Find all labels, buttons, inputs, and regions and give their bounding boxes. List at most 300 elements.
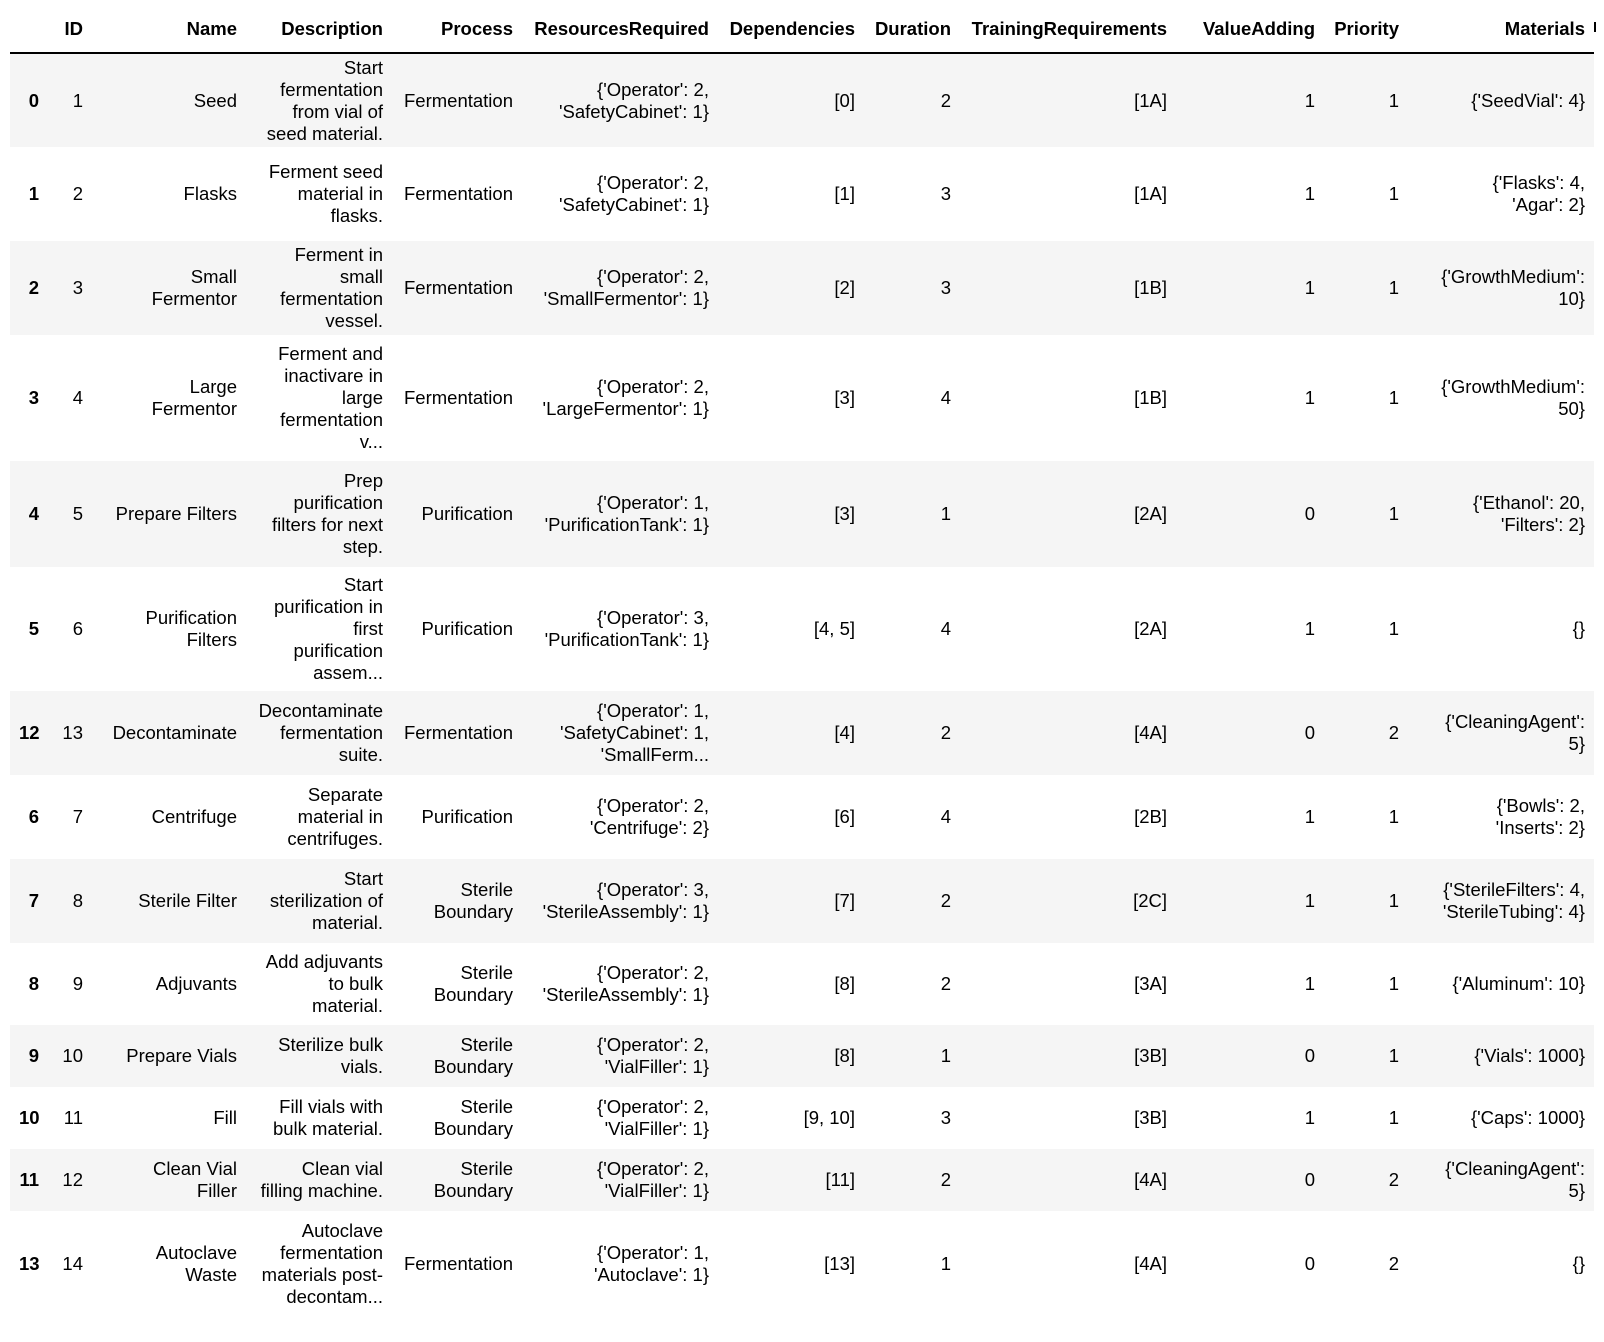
cell-description-line: material. [312, 912, 383, 933]
cell-process [392, 943, 522, 1025]
cell-name [92, 775, 246, 859]
cell-resources-required [522, 1211, 718, 1317]
cell-resources-required-line: 'SterileAssembly': 1} [542, 984, 709, 1005]
cell-description [246, 53, 392, 147]
row-index: 4 [28, 503, 39, 524]
cell-name-line: Fill [213, 1107, 237, 1128]
cell-resources-required [522, 859, 718, 943]
cell-description-line: Clean vial [301, 1158, 383, 1179]
cell-resources-required-line: {'Operator': 3, [597, 879, 709, 900]
cell-name [92, 691, 246, 775]
cell-materials [1408, 1087, 1594, 1149]
cell-description-line: fermentation [280, 409, 383, 430]
cell-id: 14 [62, 1253, 83, 1274]
cell-description-line: Start [343, 56, 383, 78]
cell-priority: 2 [1388, 1253, 1399, 1274]
cell-process-line: Sterile [460, 1034, 513, 1055]
cell-materials [1408, 241, 1594, 335]
cell-description [246, 461, 392, 567]
cell-priority: 1 [1388, 1107, 1399, 1128]
cell-process-line: Fermentation [404, 183, 513, 204]
cell-value-adding: 0 [1304, 1169, 1315, 1190]
cell-dependencies: [1] [834, 183, 855, 204]
cell-description-line: material. [312, 995, 383, 1016]
cell-resources-required-line: 'SterileAssembly': 1} [542, 901, 709, 922]
cell-process-line: Sterile [460, 962, 513, 983]
cell-description [246, 943, 392, 1025]
cell-resources-required-line: 'PurificationTank': 1} [544, 514, 709, 535]
cell-id: 3 [72, 277, 83, 298]
cell-priority: 1 [1388, 183, 1399, 204]
cell-description-line: Sterilize bulk [278, 1034, 383, 1055]
cell-priority: 1 [1388, 890, 1399, 911]
cell-name-line: Waste [185, 1264, 237, 1285]
cell-dependencies: [11] [825, 1169, 855, 1190]
cell-id: 7 [72, 806, 83, 827]
table-row [10, 943, 1594, 1025]
cell-process [392, 1211, 522, 1317]
cell-name-line: Fermentor [151, 288, 237, 309]
cell-description-line: seed material. [266, 122, 383, 144]
cell-name [92, 1211, 246, 1317]
cell-process-line: Boundary [433, 901, 513, 922]
cell-materials-line: {'GrowthMedium': [1441, 266, 1585, 287]
cell-name [92, 335, 246, 461]
row-index: 13 [19, 1253, 40, 1274]
cell-process [392, 241, 522, 335]
cell-materials-line: {'Flasks': 4, [1492, 172, 1585, 193]
cell-dependencies: [9, 10] [803, 1107, 855, 1128]
cell-priority: 1 [1388, 618, 1399, 639]
cell-materials-line: {'SeedVial': 4} [1471, 89, 1585, 111]
cell-resources-required [522, 241, 718, 335]
cell-training-requirements: [1B] [1134, 277, 1167, 298]
cell-name [92, 1025, 246, 1087]
column-process-header: Process [392, 14, 522, 53]
cell-materials-line: {'Bowls': 2, [1496, 795, 1585, 816]
row-index: 9 [28, 1045, 39, 1066]
cell-process [392, 1025, 522, 1087]
cell-name-line: Prepare Filters [115, 503, 237, 524]
cell-priority: 1 [1388, 387, 1399, 408]
cell-description-line: filters for next [271, 514, 383, 535]
cell-process [392, 567, 522, 691]
cell-description-line: Fill vials with [279, 1096, 383, 1117]
cell-resources-required-line: 'VialFiller': 1} [604, 1180, 709, 1201]
cell-process-line: Fermentation [404, 387, 513, 408]
cell-training-requirements: [3A] [1134, 973, 1167, 994]
cell-description-line: inactivare in [284, 365, 383, 386]
cell-id: 8 [72, 890, 83, 911]
cell-process [392, 1087, 522, 1149]
cell-process-line: Boundary [433, 1180, 513, 1201]
table-row [10, 241, 1594, 335]
row-index: 5 [28, 618, 39, 639]
cell-process [392, 147, 522, 241]
cell-resources-required-line: {'Operator': 3, [597, 607, 709, 628]
table-row [10, 147, 1594, 241]
cell-name [92, 1087, 246, 1149]
cell-process-line: Sterile [460, 879, 513, 900]
cell-resources-required-line: 'VialFiller': 1} [604, 1056, 709, 1077]
cell-resources-required-line: {'Operator': 2, [597, 266, 709, 287]
table-row [10, 53, 1594, 147]
cell-process-line: Sterile [460, 1096, 513, 1117]
cell-resources-required-line: {'Operator': 2, [597, 962, 709, 983]
cell-name-line: Prepare Vials [126, 1045, 237, 1066]
cell-process-line: Boundary [433, 1056, 513, 1077]
cell-name-line: Seed [193, 89, 237, 111]
column-description-header: Description [246, 14, 392, 53]
cell-materials-line: 'Inserts': 2} [1495, 817, 1585, 838]
cell-resources-required-line: {'Operator': 2, [597, 1034, 709, 1055]
table-header [10, 14, 1594, 53]
cell-id: 13 [62, 722, 83, 743]
cell-materials [1408, 691, 1594, 775]
cell-process-line: Fermentation [404, 89, 513, 111]
row-index: 10 [19, 1107, 40, 1128]
cell-resources-required-line: {'Operator': 2, [597, 795, 709, 816]
cell-description-line: purification [293, 492, 383, 513]
cell-training-requirements: [2C] [1133, 890, 1167, 911]
cell-resources-required-line: 'SafetyCabinet': 1} [558, 194, 709, 215]
cell-resources-required [522, 1149, 718, 1211]
cell-id: 5 [72, 503, 83, 524]
cell-resources-required [522, 1025, 718, 1087]
cell-resources-required [522, 1087, 718, 1149]
row-index: 2 [28, 277, 39, 298]
cell-description [246, 1025, 392, 1087]
table-row [10, 1087, 1594, 1149]
cell-name-line: Adjuvants [155, 973, 237, 994]
cell-process-line: Purification [421, 618, 513, 639]
cell-description-line: step. [342, 536, 383, 557]
cell-resources-required-line: {'Operator': 1, [597, 700, 709, 721]
cell-process-line: Boundary [433, 984, 513, 1005]
cell-description-line: first [353, 618, 383, 639]
cell-description-line: Start [343, 574, 383, 595]
cell-name-line: Small [190, 266, 237, 287]
cell-name [92, 943, 246, 1025]
cell-process [392, 53, 522, 147]
cell-description-line: sterilization of [269, 890, 383, 911]
cell-description-line: Add adjuvants [265, 951, 383, 972]
table-row [10, 335, 1594, 461]
cell-materials [1408, 461, 1594, 567]
cell-dependencies: [0] [834, 89, 855, 111]
cell-materials-line: {'Vials': 1000} [1474, 1045, 1585, 1066]
cell-resources-required [522, 775, 718, 859]
row-index: 11 [19, 1169, 39, 1190]
cell-id: 2 [72, 183, 83, 204]
cell-dependencies: [6] [834, 806, 855, 827]
cell-materials [1408, 1149, 1594, 1211]
cell-process [392, 461, 522, 567]
cell-materials-line: {'Ethanol': 20, [1473, 492, 1585, 513]
cell-value-adding: 1 [1304, 1107, 1315, 1128]
cell-description [246, 147, 392, 241]
cell-priority: 1 [1388, 89, 1399, 111]
cell-materials [1408, 147, 1594, 241]
cell-value-adding: 1 [1304, 973, 1315, 994]
cell-resources-required-line: {'Operator': 2, [597, 1096, 709, 1117]
cell-materials [1408, 567, 1594, 691]
cell-process-line: Purification [421, 806, 513, 827]
cell-process-line: Boundary [433, 1118, 513, 1139]
cell-priority: 1 [1388, 277, 1399, 298]
cell-description [246, 775, 392, 859]
cell-description-line: v... [359, 431, 383, 452]
cell-description [246, 567, 392, 691]
cell-process-line: Sterile [460, 1158, 513, 1179]
cell-name-line: Sterile Filter [138, 890, 237, 911]
cell-training-requirements: [2B] [1134, 806, 1167, 827]
cell-duration: 4 [940, 806, 951, 827]
cell-name [92, 567, 246, 691]
cell-description-line: Ferment and [278, 343, 383, 364]
cell-dependencies: [2] [834, 277, 855, 298]
cell-process-line: Fermentation [404, 722, 513, 743]
cell-description-line: material in [297, 806, 383, 827]
cell-value-adding: 0 [1304, 722, 1315, 743]
table-row [10, 691, 1594, 775]
cell-description-line: fermentation [280, 78, 383, 100]
cell-name [92, 859, 246, 943]
cell-description-line: Start [343, 868, 383, 889]
cell-resources-required-line: 'Autoclave': 1} [593, 1264, 709, 1285]
cell-materials [1408, 859, 1594, 943]
cell-materials-line: {'Caps': 1000} [1470, 1107, 1585, 1128]
table-row [10, 1149, 1594, 1211]
column-priority-header: Priority [1324, 14, 1408, 53]
cell-process [392, 691, 522, 775]
cell-resources-required-line: {'Operator': 1, [597, 1242, 709, 1263]
cell-description-line: decontam... [286, 1286, 383, 1307]
cell-description [246, 241, 392, 335]
cell-dependencies: [13] [824, 1253, 855, 1274]
cell-value-adding: 1 [1304, 890, 1315, 911]
cell-duration: 1 [940, 1253, 951, 1274]
cell-id: 11 [63, 1107, 83, 1128]
table-row [10, 775, 1594, 859]
cell-description-line: flasks. [330, 205, 383, 226]
cell-name-line: Purification [145, 607, 237, 628]
cell-priority: 2 [1388, 722, 1399, 743]
cell-resources-required-line: {'Operator': 1, [597, 492, 709, 513]
cell-resources-required-line: {'Operator': 2, [597, 1158, 709, 1179]
cell-duration: 2 [940, 1169, 951, 1190]
cell-materials [1408, 943, 1594, 1025]
cell-materials [1408, 775, 1594, 859]
cell-training-requirements: [4A] [1134, 722, 1167, 743]
cell-name [92, 147, 246, 241]
cell-name-line: Fermentor [151, 398, 237, 419]
cell-value-adding: 1 [1304, 277, 1315, 298]
cell-resources-required-line: 'SmallFermentor': 1} [543, 288, 709, 309]
cell-materials [1408, 53, 1594, 147]
cell-description [246, 859, 392, 943]
dataframe-table [10, 14, 1594, 1317]
cell-priority: 1 [1388, 503, 1399, 524]
cell-name-line: Centrifuge [151, 806, 237, 827]
column-dependencies-header: Dependencies [718, 14, 864, 53]
cell-training-requirements: [3B] [1134, 1107, 1167, 1128]
cell-duration: 2 [940, 890, 951, 911]
table-row [10, 1211, 1594, 1317]
cell-description-line: purification [293, 640, 383, 661]
cell-name-line: Filler [196, 1180, 237, 1201]
cell-resources-required-line: {'Operator': 2, [597, 78, 709, 100]
cell-value-adding: 1 [1304, 806, 1315, 827]
cell-value-adding: 1 [1304, 387, 1315, 408]
cell-duration: 3 [940, 277, 951, 298]
cell-materials-line: 'Agar': 2} [1512, 194, 1585, 215]
cell-materials [1408, 335, 1594, 461]
row-index: 0 [28, 89, 39, 111]
row-index: 8 [28, 973, 39, 994]
cell-materials-line: {'GrowthMedium': [1441, 376, 1585, 397]
cell-resources-required-line: {'Operator': 2, [597, 172, 709, 193]
cell-description [246, 1087, 392, 1149]
cell-materials-line: 5} [1568, 733, 1585, 754]
cell-priority: 1 [1388, 1045, 1399, 1066]
cell-duration: 2 [940, 89, 951, 111]
cell-process-line: Purification [421, 503, 513, 524]
cell-duration: 4 [940, 387, 951, 408]
cell-training-requirements: [1A] [1134, 183, 1167, 204]
column-index-header [10, 14, 48, 53]
cell-name-line: Flasks [183, 183, 237, 204]
cell-value-adding: 0 [1304, 1253, 1315, 1274]
cell-description-line: from vial of [292, 100, 383, 122]
cell-name-line: Clean Vial [153, 1158, 237, 1179]
cell-priority: 2 [1388, 1169, 1399, 1190]
cell-description-line: Ferment seed [268, 161, 383, 182]
cell-description-line: to bulk [328, 973, 383, 994]
cell-description-line: Separate [307, 784, 383, 805]
cell-description-line: purification in [273, 596, 383, 617]
cell-name [92, 241, 246, 335]
cell-description-line: fermentation [280, 1242, 383, 1263]
cell-resources-required-line: 'VialFiller': 1} [604, 1118, 709, 1139]
cell-id: 4 [72, 387, 83, 408]
cell-materials-line: 'SterileTubing': 4} [1442, 901, 1585, 922]
cell-process-line: Fermentation [404, 1253, 513, 1274]
cell-duration: 2 [940, 973, 951, 994]
cell-value-adding: 0 [1304, 1045, 1315, 1066]
cell-duration: 1 [940, 503, 951, 524]
cell-dependencies: [3] [834, 503, 855, 524]
cell-name-line: Autoclave [155, 1242, 237, 1263]
cell-description-line: vials. [340, 1056, 383, 1077]
cell-description-line: Decontaminate [258, 700, 383, 721]
cell-description-line: material in [297, 183, 383, 204]
cell-resources-required-line: 'Centrifuge': 2} [589, 817, 709, 838]
cell-resources-required [522, 147, 718, 241]
table-row [10, 1025, 1594, 1087]
cell-resources-required [522, 691, 718, 775]
cell-name-line: Filters [186, 629, 237, 650]
cell-dependencies: [3] [834, 387, 855, 408]
row-index: 7 [28, 890, 39, 911]
cell-dependencies: [8] [834, 973, 855, 994]
row-index: 3 [28, 387, 39, 408]
column-training-header: TrainingRequirements [960, 14, 1176, 53]
cell-name [92, 53, 246, 147]
table-row [10, 567, 1594, 691]
cell-description-line: filling machine. [260, 1180, 383, 1201]
cell-description-line: Ferment in [294, 244, 383, 265]
cell-description-line: small [339, 266, 383, 287]
cell-description-line: Autoclave [301, 1220, 383, 1241]
cell-resources-required-line: 'LargeFermentor': 1} [542, 398, 709, 419]
cell-id: 9 [72, 973, 83, 994]
cell-description-line: fermentation [280, 288, 383, 309]
cell-dependencies: [8] [834, 1045, 855, 1066]
cell-value-adding: 1 [1304, 183, 1315, 204]
column-duration-header: Duration [864, 14, 960, 53]
cell-duration: 3 [940, 183, 951, 204]
cell-resources-required-line: {'Operator': 2, [597, 376, 709, 397]
cell-resources-required [522, 335, 718, 461]
cell-duration: 3 [940, 1107, 951, 1128]
cell-resources-required-line: 'SafetyCabinet': 1, [560, 722, 709, 743]
cell-training-requirements: [3B] [1134, 1045, 1167, 1066]
cell-name [92, 1149, 246, 1211]
cell-materials [1408, 1025, 1594, 1087]
cell-description-line: vessel. [325, 310, 383, 331]
cell-description-line: large [341, 387, 383, 408]
cell-description-line: centrifuges. [287, 828, 383, 849]
cell-id: 1 [72, 89, 83, 111]
cell-dependencies: [4] [834, 722, 855, 743]
cell-materials-line: 5} [1568, 1180, 1585, 1201]
cell-description-line: suite. [338, 744, 383, 765]
row-index: 12 [19, 722, 40, 743]
cell-resources-required-line: 'PurificationTank': 1} [544, 629, 709, 650]
header-row [10, 14, 1594, 53]
cell-value-adding: 1 [1304, 618, 1315, 639]
truncated-column-marker [1594, 22, 1596, 32]
cell-training-requirements: [4A] [1134, 1169, 1167, 1190]
row-index: 1 [28, 183, 39, 204]
cell-process [392, 335, 522, 461]
cell-id: 12 [62, 1169, 83, 1190]
cell-process [392, 775, 522, 859]
cell-materials [1408, 1211, 1594, 1317]
cell-resources-required-line: 'SafetyCabinet': 1} [558, 100, 709, 122]
table-row [10, 859, 1594, 943]
cell-duration: 2 [940, 722, 951, 743]
cell-description-line: assem... [313, 662, 383, 683]
cell-materials-line: 50} [1558, 398, 1585, 419]
cell-materials-line: 10} [1558, 288, 1585, 309]
cell-process-line: Fermentation [404, 277, 513, 298]
cell-description-line: materials post- [261, 1264, 383, 1285]
column-name-header: Name [92, 14, 246, 53]
cell-resources-required [522, 943, 718, 1025]
table-row [10, 461, 1594, 567]
cell-process [392, 1149, 522, 1211]
cell-training-requirements: [4A] [1134, 1253, 1167, 1274]
cell-resources-required [522, 53, 718, 147]
cell-id: 10 [62, 1045, 83, 1066]
cell-training-requirements: [2A] [1134, 618, 1167, 639]
cell-value-adding: 0 [1304, 503, 1315, 524]
column-id-header: ID [48, 14, 92, 53]
column-resources-header: ResourcesRequired [522, 14, 718, 53]
cell-description-line: bulk material. [272, 1118, 383, 1139]
